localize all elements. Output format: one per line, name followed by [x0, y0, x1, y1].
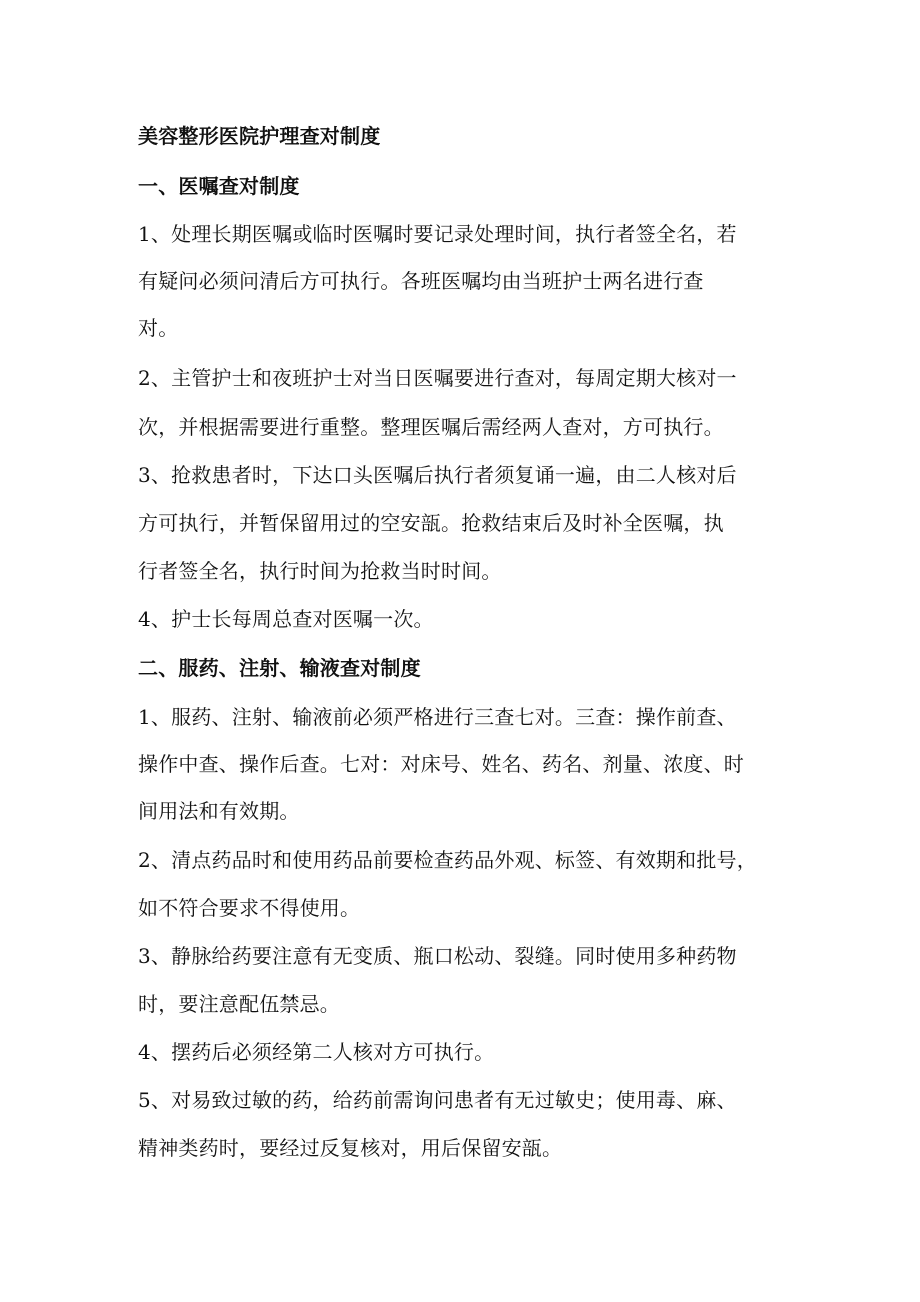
section1-line: 方可执行，并暂保留用过的空安瓿。抢救结束后及时补全医嘱，执: [138, 511, 724, 535]
section2-line: 操作中查、操作后查。七对：对床号、姓名、药名、剂量、浓度、时: [138, 752, 744, 776]
section2-line: 3、静脉给药要注意有无变质、瓶口松动、裂缝。同时使用多种药物: [138, 944, 737, 968]
section1-line: 2、主管护士和夜班护士对当日医嘱要进行查对，每周定期大核对一: [138, 366, 737, 390]
section2-line: 如不符合要求不得使用。: [138, 896, 361, 920]
section2-line: 2、清点药品时和使用药品前要检查药品外观、标签、有效期和批号，: [138, 848, 757, 872]
section2-line: 1、服药、注射、输液前必须严格进行三查七对。三查：操作前查、: [138, 705, 737, 729]
section1-line: 行者签全名，执行时间为抢救当时时间。: [138, 559, 502, 583]
document-title: 美容整形医院护理查对制度: [138, 124, 381, 148]
section1-line: 3、抢救患者时，下达口头医嘱后执行者须复诵一遍，由二人核对后: [138, 463, 737, 487]
section2-line: 精神类药时，要经过反复核对，用后保留安瓿。: [138, 1136, 563, 1160]
section2-line: 5、对易致过敏的药，给药前需询问患者有无过敏史；使用毒、麻、: [138, 1088, 737, 1112]
section1-line: 对。: [138, 316, 179, 340]
section1-heading: 一、医嘱查对制度: [138, 174, 300, 198]
section1-line: 次，并根据需要进行重整。整理医嘱后需经两人查对，方可执行。: [138, 415, 724, 439]
section2-line: 时，要注意配伍禁忌。: [138, 992, 340, 1016]
section1-line: 4、护士长每周总查对医嘱一次。: [138, 607, 434, 631]
section1-line: 有疑问必须问清后方可执行。各班医嘱均由当班护士两名进行查: [138, 269, 704, 293]
section1-line: 1、处理长期医嘱或临时医嘱时要记录处理时间，执行者签全名，若: [138, 222, 737, 246]
section2-line: 4、摆药后必须经第二人核对方可执行。: [138, 1040, 495, 1064]
section2-line: 间用法和有效期。: [138, 799, 300, 823]
section2-heading: 二、服药、注射、输液查对制度: [138, 656, 421, 680]
